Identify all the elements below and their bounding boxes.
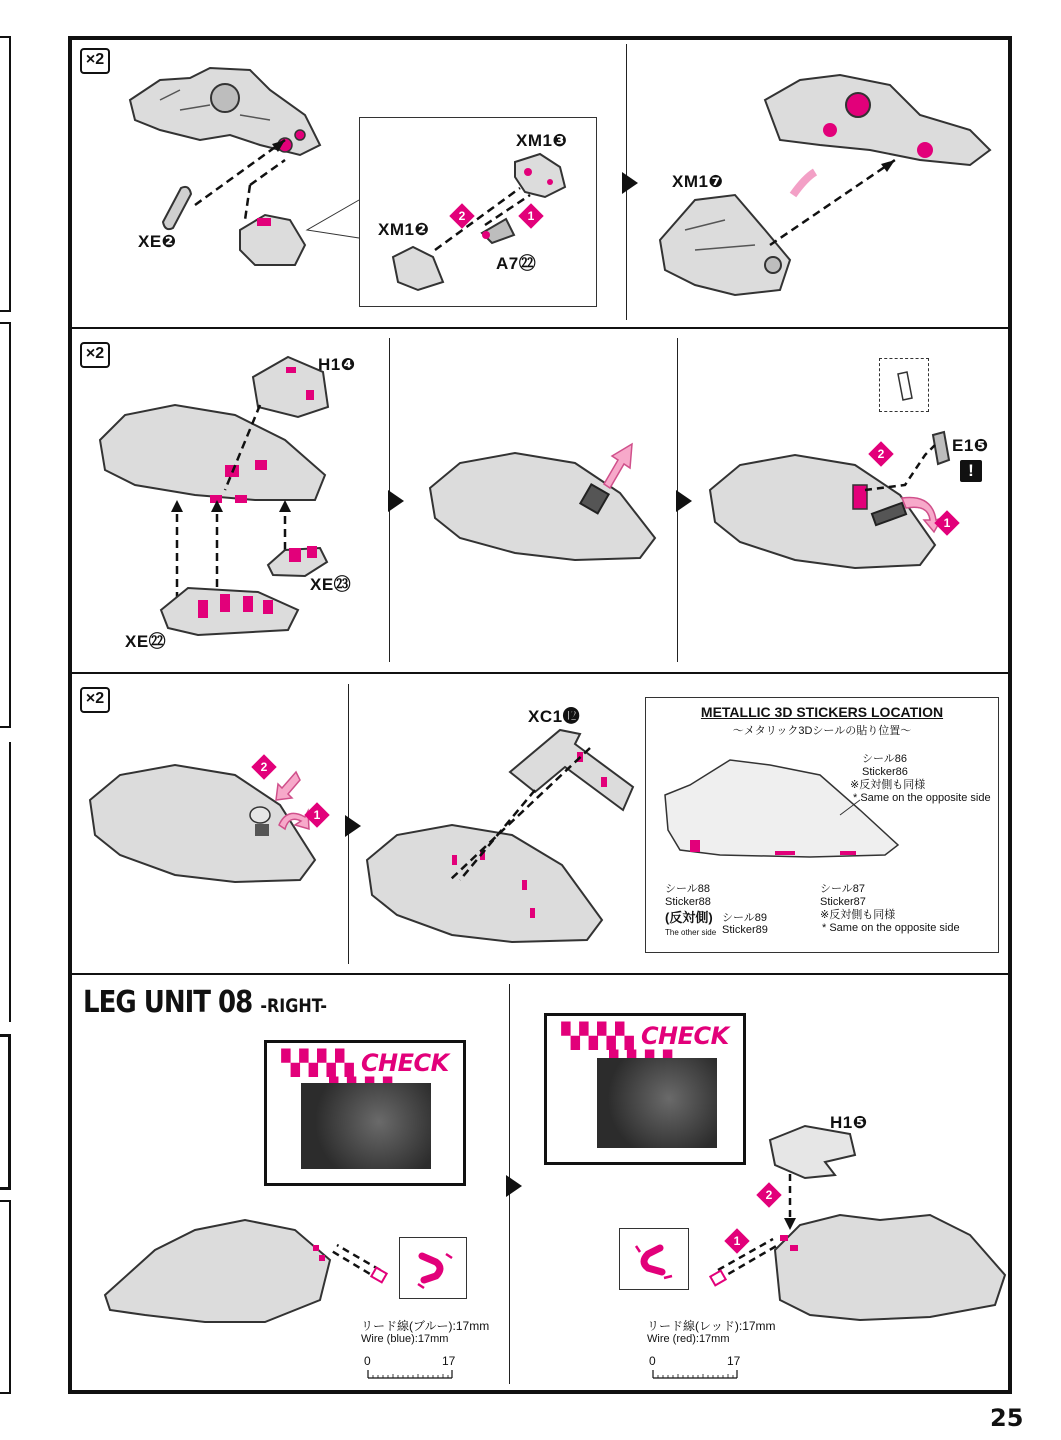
- check-photo-right: [597, 1058, 717, 1148]
- side-tab-5: [0, 1200, 11, 1394]
- sticker-87-en: Sticker87: [820, 896, 866, 908]
- sticker-89-jp: シール89: [722, 912, 768, 924]
- label-e1-5: E1❺: [952, 436, 989, 455]
- divider-row3: [70, 973, 1010, 975]
- sticker-88-jp: シール88: [665, 883, 711, 895]
- quantity-badge-row2: ×2: [80, 342, 110, 368]
- step-2-marker-r2: 2: [868, 441, 893, 466]
- section-subtitle: -RIGHT-: [260, 994, 327, 1017]
- sticker-86-note-jp: ※反対側も同様: [850, 779, 926, 791]
- xe2-part: [155, 182, 195, 232]
- sticker-box-subtitle: 〜メタリック3Dシールの貼り位置〜: [732, 725, 912, 737]
- label-a7: A7㉒: [496, 254, 537, 273]
- sticker-86-en: Sticker86: [862, 766, 908, 778]
- callout-pointer: [305, 200, 361, 240]
- sticker-89-other-en: The other side: [665, 928, 717, 937]
- step-1-marker: 1: [518, 203, 543, 228]
- next-step-arrow-r2b: [676, 490, 692, 512]
- quantity-badge-row3: ×2: [80, 687, 110, 713]
- next-step-arrow-r4: [506, 1175, 522, 1197]
- ruler-left-start: 0: [364, 1354, 371, 1368]
- divider-row1: [70, 327, 1010, 329]
- check-label-right: ▚▚▚▚ CHECK: [561, 1022, 729, 1050]
- sticker-88-en: Sticker88: [665, 896, 711, 908]
- page-number: 25: [990, 1404, 1024, 1432]
- sticker-89-other-jp: (反対側): [665, 910, 713, 925]
- leg-assembly-left: [95, 1210, 355, 1330]
- side-tab-1: [0, 36, 11, 312]
- label-h1-4: H1❹: [318, 355, 356, 374]
- next-step-arrow: [622, 172, 638, 194]
- row3-dashed-arrows: [440, 740, 600, 890]
- caution-icon: !: [960, 460, 982, 482]
- e1-inset-part: [895, 370, 915, 402]
- xe22-part: [158, 580, 303, 640]
- label-xe2: XE❷: [138, 232, 177, 251]
- step-1-marker-r2: 1: [934, 510, 959, 535]
- quantity-badge: ×2: [80, 48, 110, 74]
- label-xe23: XE㉓: [310, 575, 352, 594]
- rotate-arrow: [898, 490, 943, 535]
- side-tab-4: [0, 1034, 11, 1190]
- sticker-87-note-jp: ※反対側も同様: [820, 909, 896, 921]
- ruler-right-end: 17: [727, 1354, 741, 1368]
- ruler-left-end: 17: [442, 1354, 456, 1368]
- wire-red-arrows: [708, 1235, 788, 1290]
- inset-dashed-arrows: [430, 180, 540, 260]
- check-label-left: ▚▚▚▚ CHECK: [281, 1049, 449, 1077]
- rotate-arrow-r3: [275, 805, 310, 845]
- pull-up-arrow: [598, 440, 638, 490]
- sticker-box-title: METALLIC 3D STICKERS LOCATION: [700, 704, 944, 720]
- step-1-marker-r3: 1: [304, 802, 329, 827]
- label-xc1-12: XC1⓬: [528, 707, 581, 726]
- sticker-86-note-en: * Same on the opposite side: [853, 792, 991, 804]
- divider-row2: [70, 672, 1010, 674]
- wire-red-en: Wire (red):17mm: [647, 1333, 730, 1345]
- assembly-dashed-arrows-1: [190, 130, 310, 230]
- label-h1-5: H1❺: [830, 1113, 868, 1132]
- label-xm1-3: XM1❸: [516, 131, 568, 150]
- sticker-89-en: Sticker89: [722, 924, 768, 936]
- wire-red-jp: リード線(レッド):17mm: [647, 1319, 776, 1333]
- next-step-arrow-r2a: [388, 490, 404, 512]
- check-photo-left: [301, 1083, 431, 1169]
- sticker-86-jp: シール86: [862, 753, 908, 765]
- assembly-dashed-arrow-2: [765, 150, 905, 250]
- wire-blue-jp: リード線(ブルー):17mm: [361, 1319, 490, 1333]
- section-title: LEG UNIT 08 -RIGHT-: [83, 985, 327, 1021]
- label-xe22: XE㉒: [125, 632, 167, 651]
- step-2-marker-r3: 2: [251, 754, 276, 779]
- ruler-left: [366, 1368, 454, 1380]
- sticker-87-jp: シール87: [820, 883, 866, 895]
- label-xm1-7: XM1❼: [672, 172, 724, 191]
- check-box-right: [544, 1013, 746, 1165]
- side-tab-2: [0, 322, 11, 728]
- push-arrow: [270, 768, 300, 802]
- ruler-right-start: 0: [649, 1354, 656, 1368]
- step-2-marker: 2: [449, 203, 474, 228]
- wire-blue-shape: [412, 1248, 456, 1290]
- sticker-87-note-en: * Same on the opposite side: [822, 922, 960, 934]
- wire-red-shape: [630, 1240, 676, 1282]
- ruler-right: [651, 1368, 739, 1380]
- next-step-arrow-r3: [345, 815, 361, 837]
- label-xm1-2: XM1❷: [378, 220, 430, 239]
- side-tab-3: [9, 742, 11, 1022]
- check-box-left: [264, 1040, 466, 1186]
- leg-assembly-right: [770, 1205, 1015, 1330]
- step-2-marker-r4: 2: [756, 1182, 781, 1207]
- wire-blue-arrows: [325, 1240, 395, 1290]
- step-1-marker-r4: 1: [724, 1228, 749, 1253]
- wire-blue-en: Wire (blue):17mm: [361, 1333, 449, 1345]
